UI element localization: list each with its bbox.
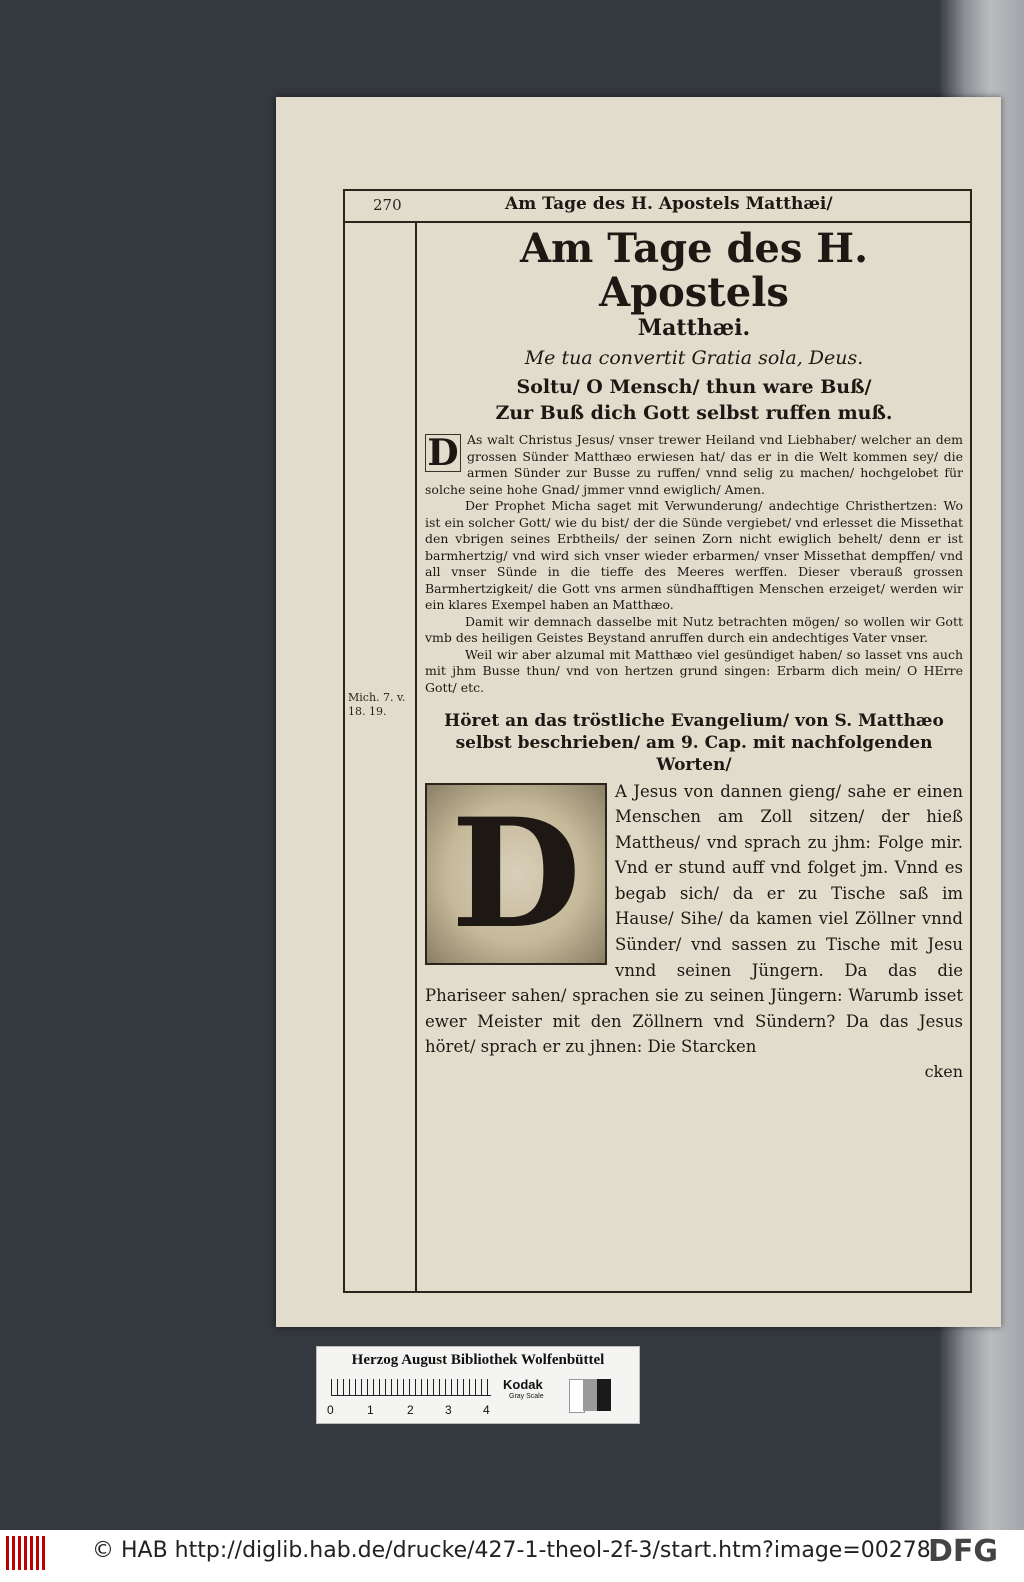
paragraph-2: Der Prophet Micha saget mit Verwunderung/ andechtige Christhertzen: Wo ist ein solcher Gott/ wie du bist/ der die Sünde vergiebet/ vnd erlesset die Missethat den vbrigen seines Erbtheils/ der seinen Zorn nicht ewiglich behelt/ denn er ist barmhertzig/ vnd wird sich vnser wieder erbarmen/ vnser Missethat dempffen/ vnd all vnser Sünde in die tieffe des Meeres werffen. Dieser vberauß grossen Barmhertzigkeit/ die Gott vns armen sündhafftigen Menschen erzeiget/ werden wir ein klares Exempel haben an Matthæo. (425, 498, 963, 613)
kodak-label: Kodak (503, 1377, 543, 1392)
margin-column-rule (415, 221, 417, 1291)
ruler-label-4: 4 (483, 1403, 490, 1417)
paragraph-1 (425, 432, 963, 498)
text-frame (343, 189, 972, 1293)
dfg-logo: DFG (928, 1534, 999, 1569)
ruler-label-1: 1 (367, 1403, 374, 1417)
decorated-initial-letter: D (450, 785, 582, 962)
footer-bar (0, 1530, 1024, 1582)
paragraph-3: Damit wir demnach dasselbe mit Nutz betrachten mögen/ so wollen wir Gott vmb des heiligen Geistes Beystand anruffen durch ein andechtiges Vater vnser. (425, 613, 963, 646)
library-name: Herzog August Bibliothek Wolfenbüttel (351, 1352, 605, 1368)
page-subtitle: Matthæi. (637, 315, 751, 341)
page-title: Am Tage des H. Apostels (519, 225, 869, 316)
book-page (276, 97, 1001, 1327)
couplet (425, 375, 963, 426)
gospel-text-block (425, 779, 963, 1060)
margin-note: Mich. 7. v. 18. 19. (348, 691, 406, 719)
barcode-icon (6, 1536, 46, 1570)
gospel-text: A Jesus von dannen gieng/ sahe er einen Menschen am Zoll sitzen/ der hieß Mattheus/ vnd sprach zu jhm: Folge mir. Vnd er stund auff vnd folget jm. Vnnd es begab sich/ da er zu Tische saß im Hause/ Sihe/ da kamen viel Zöllner vnnd Sünder/ vnd sassen zu Tische mit Jesu vnnd seinen Jüngern. Da das die Phariseer sahen/ sprachen sie zu seinen Jüngern: Warumb isset ewer Meister mit den Zöllnern vnd Sündern? Da das Jesus höret/ sprach er zu jhnen: Die Starcken (425, 781, 963, 1057)
decorated-initial (425, 783, 607, 965)
ruler-label-3: 3 (445, 1403, 452, 1417)
ruler-label-0: 0 (327, 1403, 334, 1417)
gospel-heading: Höret an das tröstliche Evangelium/ von S. Matthæo selbst beschrieben/ am 9. Cap. mit nachfolgenden Worten/ (444, 711, 944, 776)
catchword: cken (924, 1061, 963, 1081)
running-head: Am Tage des H. Apostels Matthæi/ (505, 194, 833, 214)
main-text (425, 227, 963, 1081)
page-number: 270 (373, 196, 402, 214)
ruler-label-2: 2 (407, 1403, 414, 1417)
footer-url[interactable]: © HAB http://diglib.hab.de/drucke/427-1-theol-2f-3/start.htm?image=00278 (92, 1538, 931, 1563)
paragraph-1-text: As walt Christus Jesus/ vnser trewer Heiland vnd Liebhaber/ welcher an dem grossen Sünder Matthæo erwiesen hat/ das er in die Welt kommen sey/ die armen Sünder zur Busse zu ruffen/ vnnd selig zu machen/ hochgelobet für solche seine hohe Gnad/ jmmer vnnd ewiglich/ Amen. (425, 432, 963, 497)
color-calibration-bar (316, 1346, 640, 1424)
motto: Me tua convertit Gratia sola, Deus. (524, 347, 864, 369)
couplet-line-1: Soltu/ O Mensch/ thun ware Buß/ (516, 376, 872, 398)
gray-swatch-mid (583, 1379, 597, 1411)
couplet-line-2: Zur Buß dich Gott selbst ruffen muß. (495, 401, 893, 424)
header-rule (345, 221, 970, 223)
ruler (331, 1379, 491, 1396)
paragraph-4: Weil wir aber alzumal mit Matthæo viel gesündiget haben/ so lasset vns auch mit jhm Busse thun/ vnd von hertzen grund singen: Erbarm dich mein/ O HErre Gott/ etc. (425, 646, 963, 695)
dropcap-initial: D (425, 434, 461, 472)
gray-swatch-black (597, 1379, 611, 1411)
gray-scale-label: Gray Scale (509, 1393, 544, 1400)
